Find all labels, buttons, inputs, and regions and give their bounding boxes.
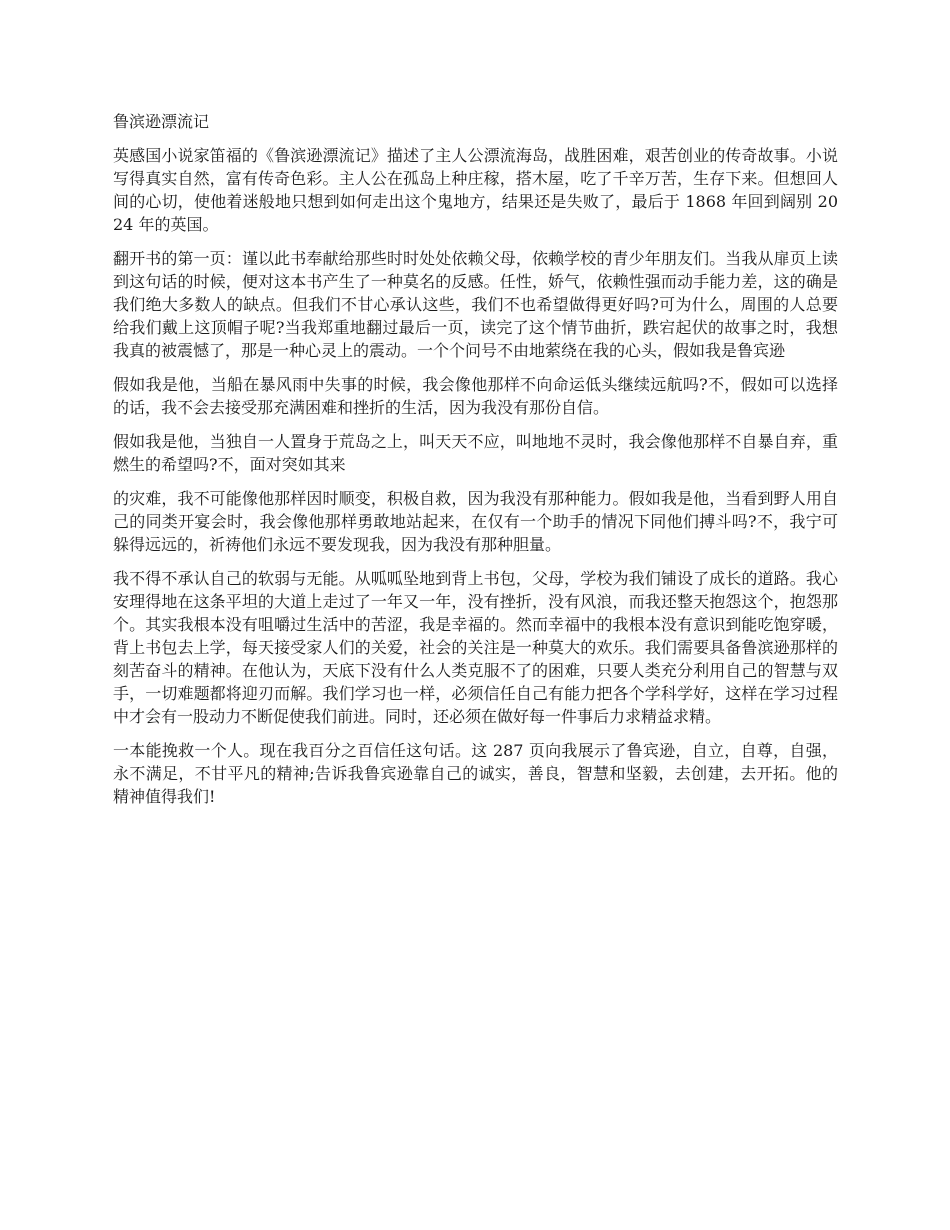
paragraph-5: 的灾难，我不可能像他那样因时顺变，积极自救，因为我没有那种能力。假如我是他，当看到野人用自己的同类开宴会时，我会像他那样勇敢地站起来，在仅有一个助手的情况下同他们搏斗吗?不，我宁可躲得远远的，祈祷他们永远不要发现我，因为我没有那种胆量。: [113, 489, 838, 554]
paragraph-3: 假如我是他，当船在暴风雨中失事的时候，我会像他那样不向命运低头继续远航吗?不，假如可以选择的话，我不会去接受那充满困难和挫折的生活，因为我没有那份自信。: [113, 375, 838, 417]
paragraph-1: 英感国小说家笛福的《鲁滨逊漂流记》描述了主人公漂流海岛，战胜困难，艰苦创业的传奇故事。小说写得真实自然，富有传奇色彩。主人公在孤岛上种庄稼，搭木屋，吃了千辛万苦，生存下来。但想回人间的心切，使他着迷般地只想到如何走出这个鬼地方，结果还是失败了，最后于 1868 年回到阔别 2024 年的英国。: [113, 146, 838, 234]
document-title: 鲁滨逊漂流记: [113, 112, 210, 131]
paragraph-4: 假如我是他，当独自一人置身于荒岛之上，叫天天不应，叫地地不灵时，我会像他那样不自暴自弃，重燃生的希望吗?不，面对突如其来: [113, 432, 838, 474]
paragraph-2: 翻开书的第一页：谨以此书奉献给那些时时处处依赖父母，依赖学校的青少年朋友们。当我从扉页上读到这句话的时候，便对这本书产生了一种莫名的反感。任性，娇气，依赖性强而动手能力差，这的确是我们绝大多数人的缺点。但我们不甘心承认这些，我们不也希望做得更好吗?可为什么，周围的人总要给我们戴上这顶帽子呢?当我郑重地翻过最后一页，读完了这个情节曲折，跌宕起伏的故事之时，我想我真的被震憾了，那是一种心灵上的震动。一个个问号不由地萦绕在我的心头，假如我是鲁宾逊: [113, 249, 838, 360]
document-page: [113, 110, 838, 819]
paragraph-6: 我不得不承认自己的软弱与无能。从呱呱坠地到背上书包，父母，学校为我们铺设了成长的道路。我心安理得地在这条平坦的大道上走过了一年又一年，没有挫折，没有风浪，而我还整天抱怨这个，抱怨那个。其实我根本没有咀嚼过生活中的苦涩，我是幸福的。然而幸福中的我根本没有意识到能吃饱穿暖，背上书包去上学，每天接受家人们的关爱，社会的关注是一种莫大的欢乐。我们需要具备鲁滨逊那样的刻苦奋斗的精神。在他认为，天底下没有什么人类克服不了的困难，只要人类充分利用自己的智慧与双手，一切难题都将迎刃而解。我们学习也一样，必须信任自己有能力把各个学科学好，这样在学习过程中才会有一股动力不断促使我们前进。同时，还必须在做好每一件事后力求精益求精。: [113, 569, 838, 726]
paragraph-7: 一本能挽救一个人。现在我百分之百信任这句话。这 287 页向我展示了鲁宾逊，自立，自尊，自强，永不满足，不甘平凡的精神;告诉我鲁宾逊靠自己的诚实，善良，智慧和坚毅，去创建，去开拓。他的精神值得我们!: [113, 741, 838, 806]
